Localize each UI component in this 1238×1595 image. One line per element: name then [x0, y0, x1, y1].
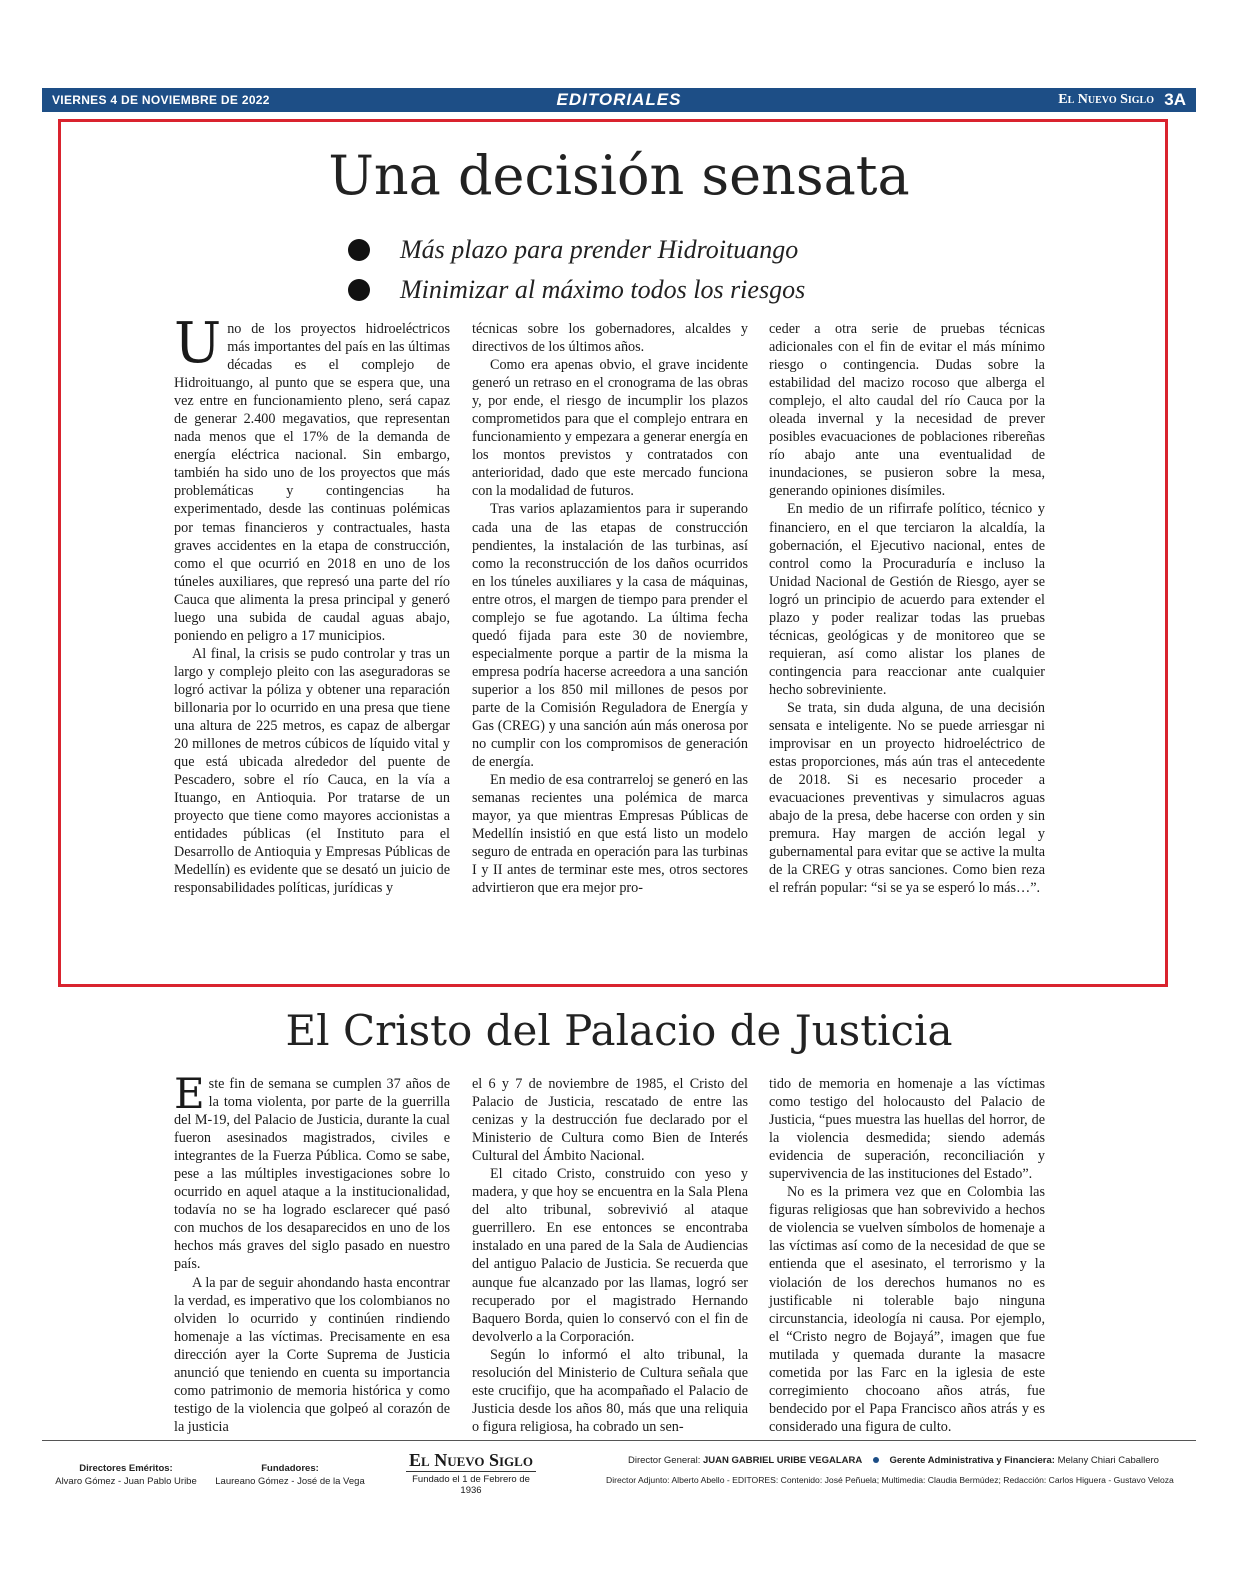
footer-directores-names: Alvaro Gómez - Juan Pablo Uribe — [55, 1476, 197, 1487]
bullet-text: Más plazo para prender Hidroituango — [400, 235, 799, 264]
paragraph: A la par de seguir ahondando hasta encontrar la verdad, es imperativo que los colombianos no olviden lo ocurrido y continúen rindiendo homenaje a las víctimas. Precisamente en esa dirección ayer la Corte Suprema de Justicia anunció que teniendo en cuenta su importancia como patrimonio de memoria histórica y como testigo de la violencia que golpeó al corazón de la justicia — [174, 1274, 450, 1435]
editorial1-title: Una decisión sensata — [328, 144, 910, 207]
header-page-number: 3A — [1164, 90, 1186, 109]
paragraph: Uno de los proyectos hidroeléctricos más importantes del país en las últimas décadas es el complejo de Hidroituango, al punto que se espera que, una vez entre en funcionamiento pleno, será capaz de generar 2.400 megavatios, que representan nada menos que el 17% de la demanda de energía eléctrica nacional. Sin embargo, también ha sido uno de los proyectos que más problemáticas y contingencias ha experimentado, desde las continuas polémicas por temas financieros y contractuales, hasta graves accidentes en la etapa de construcción, como el que ocurrió en 2018 en uno de los túneles auxiliares, que represó una parte del río Cauca que alimenta la presa principal y generó luego una subida de caudal aguas abajo, poniendo en peligro a 17 municipios. — [174, 311, 450, 644]
editorial2-column-3 — [769, 1075, 1045, 1436]
editorial2-title: El Cristo del Palacio de Justicia — [285, 1006, 953, 1055]
header-date: VIERNES 4 DE NOVIEMBRE DE 2022 — [52, 93, 270, 107]
paragraph: el 6 y 7 de noviembre de 1985, el Cristo del Palacio de Justicia, rescatado de entre las cenizas y la destrucción fue declarado por el Ministerio de Cultura como Bien de Interés Cultural del Ámbito Nacional. — [472, 1076, 748, 1165]
paragraph: En medio de esa contrarreloj se generó en las semanas recientes una polémica de marca mayor, ya que mientras Empresas Públicas de Medellín insistió en que está listo un modelo seguro de entrada en operación para las turbinas I y II antes de terminar este mes, otros sectores advirtieron que era mejor pro- — [472, 772, 748, 897]
header-section: EDITORIALES — [556, 90, 682, 109]
bullet-item — [348, 270, 805, 310]
drop-cap: E — [174, 1069, 205, 1118]
paragraph: Como era apenas obvio, el grave incidente generó un retraso en el cronograma de las obras y, por ende, el riesgo de incumplir los plazos comprometidos para que el complejo entrara en funcionamiento y empezara a generar energía en los montos previstos y contratados con anterioridad, dado que este mercado funciona con la modalidad de futuros. — [472, 357, 748, 500]
bullet-dot-icon — [348, 279, 370, 301]
paragraph: ceder a otra serie de pruebas técnicas adicionales con el fin de evitar el más mínimo riesgo o contingencia. Dudas sobre la estabilidad del macizo rocoso que alberga el complejo, el alto caudal del río Cauca por la oleada invernal y la necesidad de prever posibles evacuaciones de poblaciones ribereñas río abajo ante una eventualidad de inundaciones, se pusieron sobre la mesa, generando opiniones disímiles. — [769, 321, 1045, 500]
editorial2-column-1 — [174, 1069, 450, 1436]
bullet-item — [348, 230, 805, 270]
footer-gerente: Melany Chiari Caballero — [1057, 1455, 1159, 1466]
footer-logo — [406, 1450, 536, 1496]
paragraph: Este fin de semana se cumplen 37 años de la toma violenta, por parte de la guerrilla del M-19, del Palacio de Justicia, durante la cual fueron asesinados magistrados, civiles e integrantes de la Fuerza Pública. Como se sabe, pese a las múltiples investigaciones sobre lo ocurrido en aquel ataque a la institucionalidad, todavía no se ha logrado esclarecer qué pasó con muchos de los desaparecidos en uno de los hechos más graves del siglo pasado en nuestro país. — [174, 1069, 450, 1273]
footer-directores-label: Directores Eméritos: — [79, 1463, 173, 1474]
footer-founded: Fundado el 1 de Febrero de 1936 — [412, 1474, 530, 1496]
paragraph: No es la primera vez que en Colombia las figuras religiosas que han sobrevivido a hechos de violencia se vuelven símbolos de homenaje a las víctimas así como de la necesidad de que se entienda que el asesinato, el terrorismo y la violación de los derechos humanos no es justificable ni tolerable bajo ninguna circunstancia, ideología ni causa. Por ejemplo, el “Cristo negro de Bojayá”, imagen que fue mutilada y quemada durante la masacre cometida por las Farc en la iglesia de este corregimiento chocoano años atrás, fue bendecido por el Papa Francisco años atrás y es considerado una figura de culto. — [769, 1184, 1045, 1435]
footer-staff-line-1: Director General: JUAN GABRIEL URIBE VEGALARA Gerente Administrativa y Financiera: Melany Chiari Caballero — [628, 1455, 1159, 1466]
editorial1-bullets — [348, 230, 805, 310]
footer-directores — [46, 1462, 206, 1488]
paragraph: Tras varios aplazamientos para ir superando cada una de las etapas de construcción pendientes, la instalación de las turbinas, así como la reconstrucción de los daños ocurridos en los túneles auxiliares y la casa de máquinas, entre otros, el margen de tiempo para prender el complejo se fue agotando. La última fecha quedó fijada para este 30 de noviembre, especialmente porque a partir de la misma la empresa podría hacerse acreedora a una sanción superior a los 850 mil millones de pesos por parte de la Comisión Reguladora de Energía y Gas (CREG) y una sanción aún más onerosa por no cumplir con los compromisos de generación de energía. — [472, 501, 748, 771]
header-bar — [42, 88, 1196, 112]
bullet-text: Minimizar al máximo todos los riesgos — [400, 275, 806, 304]
paragraph: Se trata, sin duda alguna, de una decisión sensata e inteligente. No se puede arriesgar ni improvisar en un proyecto hidroeléctrico de estas proporciones, más aún tras el antecedente de 2018. Si es necesario proceder a evacuaciones preventivas y simulacros aguas abajo de la presa, debe hacerse con orden y sin premura. Hay margen de acción legal y gubernamental para evitar que se active la multa de la CREG y otras sanciones. Como bien reza el refrán popular: “si se ya se esperó lo más…”. — [769, 699, 1045, 897]
footer-divider — [42, 1440, 1196, 1441]
paragraph: Al final, la crisis se pudo controlar y tras un largo y complejo pleito con las aseguradoras se logró activar la póliza y obtener una reparación billonaria por lo ocurrido en una presa que tiene una altura de 225 metros, es capaz de albergar 20 millones de metros cúbicos de líquido vital y que está ubicada alrededor del puente de Pescadero, sobre el río Cauca, en la vía a Ituango, en Antioquia. Por tratarse de un proyecto que tiene como mayores accionistas a entidades públicas (el Instituto para el Desarrollo de Antioquia y Empresas Públicas de Medellín) es evidente que se desató un juicio de responsabilidades políticas, jurídicas y — [174, 645, 450, 897]
bullet-dot-icon — [348, 239, 370, 261]
paragraph: El citado Cristo, construido con yeso y madera, y que hoy se encuentra en la Sala Plena del alto tribunal, sobrevivió al ataque guerrillero. En ese entonces se encontraba instalado en una pared de la Sala de Audiencias del antiguo Palacio de Justicia. Se recuerda que aunque fue alcanzado por las llamas, logró ser recuperado por el magistrado Hernando Baquero Borda, quien lo conservó con el fin de devolverlo a la Corporación. — [472, 1166, 748, 1345]
drop-cap: U — [174, 311, 222, 376]
footer-brand: El Nuevo Siglo — [406, 1450, 536, 1472]
editorial2-column-2 — [472, 1075, 748, 1436]
paragraph: tido de memoria en homenaje a las víctimas como testigo del holocausto del Palacio de Justicia, “pues muestra las huellas del horror, de la violencia desmedida; siendo además evidencia de superación, reconciliación y supervivencia de las instituciones del Estado”. — [769, 1076, 1045, 1183]
footer-staff-line-2: Director Adjunto: Alberto Abello - EDITORES: Contenido: José Peñuela; Multimedia: Claudia Bermúdez; Redacción: Carlos Higuera - Gustavo Veloza — [606, 1475, 1174, 1485]
paragraph: Según lo informó el alto tribunal, la resolución del Ministerio de Cultura señala que este crucifijo, que ha acompañado el Palacio de Justicia desde los años 80, más que una reliquia o figura religiosa, ha cobrado un sen- — [472, 1346, 748, 1435]
editorial1-column-1 — [174, 311, 450, 898]
header-brand: El Nuevo Siglo — [1058, 92, 1154, 107]
footer-director-general: JUAN GABRIEL URIBE VEGALARA — [702, 1455, 863, 1466]
separator-dot-icon — [873, 1457, 879, 1463]
editorial1-column-3 — [769, 320, 1045, 898]
paragraph: En medio de un rifirrafe político, técnico y financiero, en el que terciaron la alcaldía, la gobernación, el Ejecutivo nacional, entes de control como la Procuraduría e incluso la Unidad Nacional de Gestión de Riesgo, ayer se logró un principio de acuerdo para extender el plazo y poder realizar todas las pruebas técnicas, geológicas y de monitoreo que se requieran, así como alistar los planes de contingencia para reaccionar ante cualquier hecho sobreviniente. — [769, 501, 1045, 698]
editorial1-column-2 — [472, 320, 748, 898]
footer-fundadores-label: Fundadores: — [261, 1463, 319, 1474]
paragraph: técnicas sobre los gobernadores, alcaldes y directivos de los últimos años. — [472, 321, 748, 356]
footer-fundadores-names: Laureano Gómez - José de la Vega — [215, 1476, 365, 1487]
footer-fundadores — [210, 1462, 370, 1488]
